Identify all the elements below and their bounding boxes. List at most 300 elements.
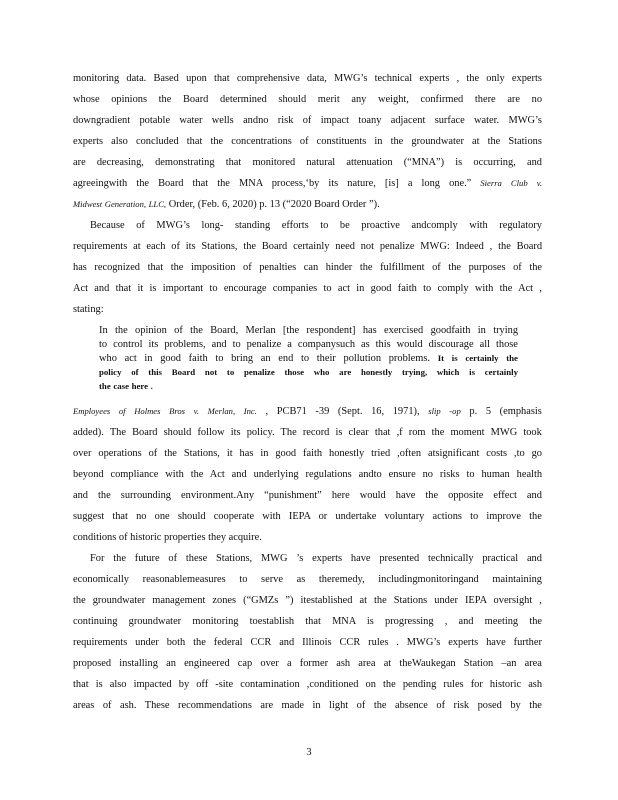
word: absence (395, 700, 428, 711)
word: that (112, 511, 128, 522)
word: decreasing, (96, 157, 144, 168)
word: both (166, 637, 186, 648)
emphasis-word: are (339, 367, 352, 377)
word: all (479, 339, 490, 350)
word: and (94, 283, 110, 294)
word: and (279, 637, 295, 648)
word: andcomply (411, 220, 458, 231)
word: the (136, 178, 150, 189)
word: to (209, 283, 218, 294)
word: are (507, 94, 520, 105)
word: Based (153, 73, 179, 84)
emphasis-word: penalize (243, 367, 275, 377)
text-line (73, 405, 542, 418)
word: Merlan (245, 325, 276, 336)
word: important (162, 283, 204, 294)
word: upon (186, 73, 207, 84)
emphasis-word: the (506, 353, 518, 363)
emphasis-word: here (131, 381, 149, 391)
word: the (217, 178, 230, 189)
emphasis-word: the (99, 381, 111, 391)
word: respondent] (306, 325, 356, 336)
word: policy. (246, 427, 275, 438)
word: ,to (514, 448, 525, 459)
word: standing (234, 220, 271, 231)
word: purposes (468, 262, 506, 273)
word: . (396, 637, 399, 648)
word: presented (379, 553, 420, 564)
word: requirements (73, 637, 128, 648)
word: MWG (490, 427, 518, 438)
word: not (360, 241, 375, 252)
word: these (185, 553, 208, 564)
word: , (539, 283, 542, 294)
word: 5 (485, 406, 492, 417)
text-line (73, 72, 542, 85)
word: [is] (384, 178, 399, 189)
word: the (529, 700, 542, 711)
word: as (296, 574, 306, 585)
text-line (73, 93, 542, 106)
word: Because (90, 220, 125, 231)
word: should (278, 94, 307, 105)
word: Act (73, 283, 89, 294)
word: that (115, 283, 132, 294)
word: its (328, 178, 339, 189)
word: the (373, 595, 387, 606)
word: data. (126, 73, 147, 84)
word: at (359, 595, 367, 606)
word: rules (443, 679, 464, 690)
word: fulfillment (380, 262, 425, 273)
word: it (137, 283, 144, 294)
word: merit (317, 94, 340, 105)
text-line (73, 678, 542, 691)
word: as (361, 339, 370, 350)
word: each (146, 241, 166, 252)
word: downgradient (73, 115, 131, 126)
emphasis-word: . (150, 381, 153, 391)
emphasis-word: those (284, 367, 305, 377)
word: (emphasis (499, 406, 542, 417)
word: effect (493, 490, 517, 501)
quote-line (99, 380, 518, 393)
word: have (486, 637, 506, 648)
emphasis-word: certainly (484, 367, 518, 377)
word: in (312, 700, 321, 711)
word: and (526, 490, 542, 501)
emphasis-word: to (226, 367, 235, 377)
word: itestablished (300, 595, 353, 606)
word: a (287, 339, 292, 350)
word: no (136, 511, 147, 522)
word: of (513, 262, 522, 273)
word: have (350, 553, 371, 564)
word: groundwater (92, 595, 146, 606)
word: companies (272, 283, 318, 294)
text-line (73, 303, 542, 316)
emphasis-word: case (113, 381, 129, 391)
word: to (470, 511, 479, 522)
word: nature, (347, 178, 376, 189)
word: a (407, 178, 413, 189)
word: under (434, 595, 458, 606)
word: “punishment” (264, 490, 322, 501)
text-line (73, 156, 542, 169)
emphasis-word: trying, (402, 367, 428, 377)
word: Act (518, 283, 534, 294)
citation-word: Generation, (104, 199, 147, 209)
word: engineered (184, 658, 230, 669)
word: theWaukegan (399, 658, 456, 669)
word: this (375, 339, 391, 350)
word: 16, (371, 406, 385, 417)
word: in (356, 283, 365, 294)
citation-word: LLC, (148, 199, 167, 209)
word: experts (419, 73, 450, 84)
word: they (208, 532, 227, 543)
word: Indeed (455, 241, 484, 252)
word: of (118, 532, 128, 543)
word: MNA (332, 616, 356, 627)
word: acquire. (228, 532, 262, 543)
citation-word: Club (510, 178, 528, 188)
word: continuing (73, 616, 118, 627)
word: 6, (222, 199, 230, 210)
word: is (366, 616, 374, 627)
word: problems. (388, 353, 431, 364)
word: should (163, 427, 192, 438)
word: of (299, 136, 309, 147)
word: trying (493, 325, 519, 336)
word: by (178, 679, 190, 690)
word: Stations, (183, 448, 220, 459)
word: The (109, 427, 126, 438)
word: MWG: (420, 241, 450, 252)
word: the (164, 448, 177, 459)
word: in (477, 325, 486, 336)
word: Stations, (216, 553, 253, 564)
word: MWG’s (508, 115, 542, 126)
word: to (99, 339, 108, 350)
word: (“GMZs (243, 595, 279, 606)
word: management (152, 595, 206, 606)
word: need (335, 241, 355, 252)
emphasis-word: this (148, 367, 162, 377)
word: (“2020 (282, 199, 312, 210)
word: with (474, 283, 494, 294)
word: the (98, 490, 111, 501)
word: follow (197, 427, 225, 438)
word: with (165, 469, 184, 480)
word: -site (215, 679, 234, 690)
word: wells (211, 115, 234, 126)
citation-word: Employees (73, 406, 111, 416)
word: actions (432, 511, 462, 522)
word: confirmed (420, 94, 464, 105)
word: also (109, 679, 127, 690)
word: of (243, 262, 252, 273)
word: faith (188, 353, 208, 364)
word: suggest (73, 511, 105, 522)
word: at (383, 658, 392, 669)
word: MWG’s (406, 637, 441, 648)
word: regulations (305, 469, 352, 480)
word: operations (98, 448, 142, 459)
word: has (362, 325, 377, 336)
word: practical (482, 553, 519, 564)
citation-word: Merlan, (207, 406, 236, 416)
word: andno (243, 115, 269, 126)
word: water (179, 115, 203, 126)
word: costs (486, 448, 508, 459)
word: , (265, 406, 269, 417)
word: MWG (260, 553, 288, 564)
word: act (337, 283, 351, 294)
word: that (186, 136, 203, 147)
text-line (73, 177, 542, 190)
text-line (73, 135, 542, 148)
word: whose (73, 94, 100, 105)
text-line (73, 468, 542, 481)
word: can (303, 262, 319, 273)
word: ,conditioned (306, 679, 359, 690)
word: of (436, 700, 446, 711)
text-line (73, 615, 542, 628)
word: and (211, 339, 227, 350)
word: and (526, 553, 542, 564)
word: experts (448, 637, 479, 648)
word: Order, (168, 199, 196, 210)
quote-line (99, 352, 518, 365)
word: experts (312, 553, 343, 564)
text-line (73, 510, 542, 523)
emphasis-word: Board (171, 367, 196, 377)
word: groundwater (128, 616, 182, 627)
emphasis-word: is (451, 353, 458, 363)
word: voluntary (384, 511, 425, 522)
word: cap (237, 658, 253, 669)
word: CCR (339, 637, 361, 648)
text-line (73, 489, 542, 502)
word: added). (73, 427, 104, 438)
word: has (73, 262, 87, 273)
word: the (115, 325, 128, 336)
citation-word: Sierra (480, 178, 502, 188)
word: ash. (119, 700, 137, 711)
citation-word: Holmes (134, 406, 161, 416)
word: historic (130, 532, 162, 543)
word: comprehensive (236, 73, 300, 84)
word: area (524, 658, 542, 669)
word: maintaining (492, 574, 542, 585)
text-line (73, 594, 542, 607)
word: long (421, 178, 441, 189)
word: one (154, 511, 170, 522)
word: , (444, 616, 448, 627)
word: Board, (210, 325, 239, 336)
word: ash (336, 658, 351, 669)
word: be (339, 220, 350, 231)
word: the (190, 469, 204, 480)
word: technically (427, 553, 474, 564)
word: includingmonitoringand (378, 574, 479, 585)
word: For (90, 553, 105, 564)
word: p. (259, 199, 268, 210)
word: ensure (388, 469, 416, 480)
word: data, (306, 73, 327, 84)
word: health (516, 469, 543, 480)
word: no (531, 94, 543, 105)
word: economically (73, 574, 129, 585)
word: stating: (73, 304, 104, 315)
word: Stations (508, 136, 542, 147)
word: comply (437, 283, 469, 294)
word: it (226, 448, 233, 459)
word: compliance (110, 469, 159, 480)
word: over (73, 448, 92, 459)
word: The (280, 427, 297, 438)
word: natural (306, 157, 336, 168)
text-line (73, 426, 542, 439)
word: determined (220, 94, 267, 105)
quote-line (99, 338, 518, 351)
word: its (148, 339, 159, 350)
word: any (351, 94, 367, 105)
word: meeting (484, 616, 519, 627)
word: to (323, 283, 332, 294)
word: its (185, 241, 196, 252)
word: and (231, 469, 247, 480)
word: their (316, 353, 336, 364)
word: here (331, 490, 350, 501)
word: penalize (379, 241, 415, 252)
text-line (73, 636, 542, 649)
word: the (243, 241, 257, 252)
word: of (148, 448, 158, 459)
word: penalize (246, 339, 282, 350)
word: 13 (269, 199, 281, 210)
word: impact (320, 115, 349, 126)
text-line (73, 657, 542, 670)
word: IEPA (464, 595, 487, 606)
word: risks (439, 469, 460, 480)
word: 1971), (392, 406, 420, 417)
word: monitoring (192, 616, 239, 627)
citation-word: -op (449, 406, 461, 416)
word: potable (139, 115, 171, 126)
word: beyond (73, 469, 104, 480)
word: an (166, 658, 176, 669)
word: to (232, 339, 241, 350)
citation-word: slip (428, 406, 441, 416)
word: demonstrating (155, 157, 215, 168)
word: the (373, 700, 387, 711)
word: Board (261, 241, 288, 252)
word: clear (348, 427, 369, 438)
word: exercised (384, 325, 424, 336)
word: recognized (94, 262, 140, 273)
word: Board (158, 178, 184, 189)
word: record (302, 427, 330, 438)
word: penalties (259, 262, 297, 273)
citation-word: Bros (169, 406, 186, 416)
word: further (513, 637, 542, 648)
word: of (102, 700, 112, 711)
text-line (73, 282, 542, 295)
word: surface (434, 115, 465, 126)
word: Board (182, 94, 209, 105)
word: by (510, 700, 521, 711)
word: serve (261, 574, 283, 585)
word: to (301, 353, 310, 364)
word: is (455, 157, 463, 168)
word: under (135, 637, 159, 648)
word: a (287, 658, 292, 669)
word: would (359, 490, 386, 501)
emphasis-word: honestly (360, 367, 393, 377)
word: that (73, 679, 89, 690)
word: the (210, 136, 224, 147)
word: Order (342, 199, 367, 210)
word: andto (358, 469, 382, 480)
word: the (190, 325, 203, 336)
word: monitored (252, 157, 296, 168)
word: (“MNA”) (403, 157, 445, 168)
word: who (99, 353, 117, 364)
word: faith (397, 283, 417, 294)
word: the (383, 679, 396, 690)
word: or (318, 511, 328, 522)
word: took (523, 427, 542, 438)
word: is (335, 427, 343, 438)
word: human (481, 469, 510, 480)
word: its (230, 427, 241, 438)
citation-word: Midwest (73, 199, 103, 209)
text-line (73, 573, 542, 586)
word: historic (489, 679, 522, 690)
word: that (214, 73, 230, 84)
word: in (374, 136, 383, 147)
word: monitoring (73, 73, 120, 84)
word: process,‘by (271, 178, 320, 189)
word: the (487, 136, 501, 147)
word: atsignificant (427, 448, 480, 459)
word: end (278, 353, 294, 364)
word: good (370, 283, 392, 294)
word: groundwater (411, 136, 464, 147)
word: the (529, 262, 543, 273)
word: proposed (73, 658, 112, 669)
word: for (470, 679, 483, 690)
word: bring (231, 353, 254, 364)
word: experts (511, 73, 542, 84)
word: discourage (428, 339, 474, 350)
word: over (260, 658, 279, 669)
word: the (425, 490, 439, 501)
word: should (177, 511, 206, 522)
word: regulatory (499, 220, 542, 231)
word: impacted (133, 679, 172, 690)
word: opinions (111, 94, 147, 105)
word: imposition (190, 262, 236, 273)
word: CCR (250, 637, 272, 648)
word: would (396, 339, 423, 350)
word: the (448, 262, 462, 273)
word: honestly (329, 448, 365, 459)
word: MWG’s (334, 73, 368, 84)
word: attenuation (346, 157, 393, 168)
